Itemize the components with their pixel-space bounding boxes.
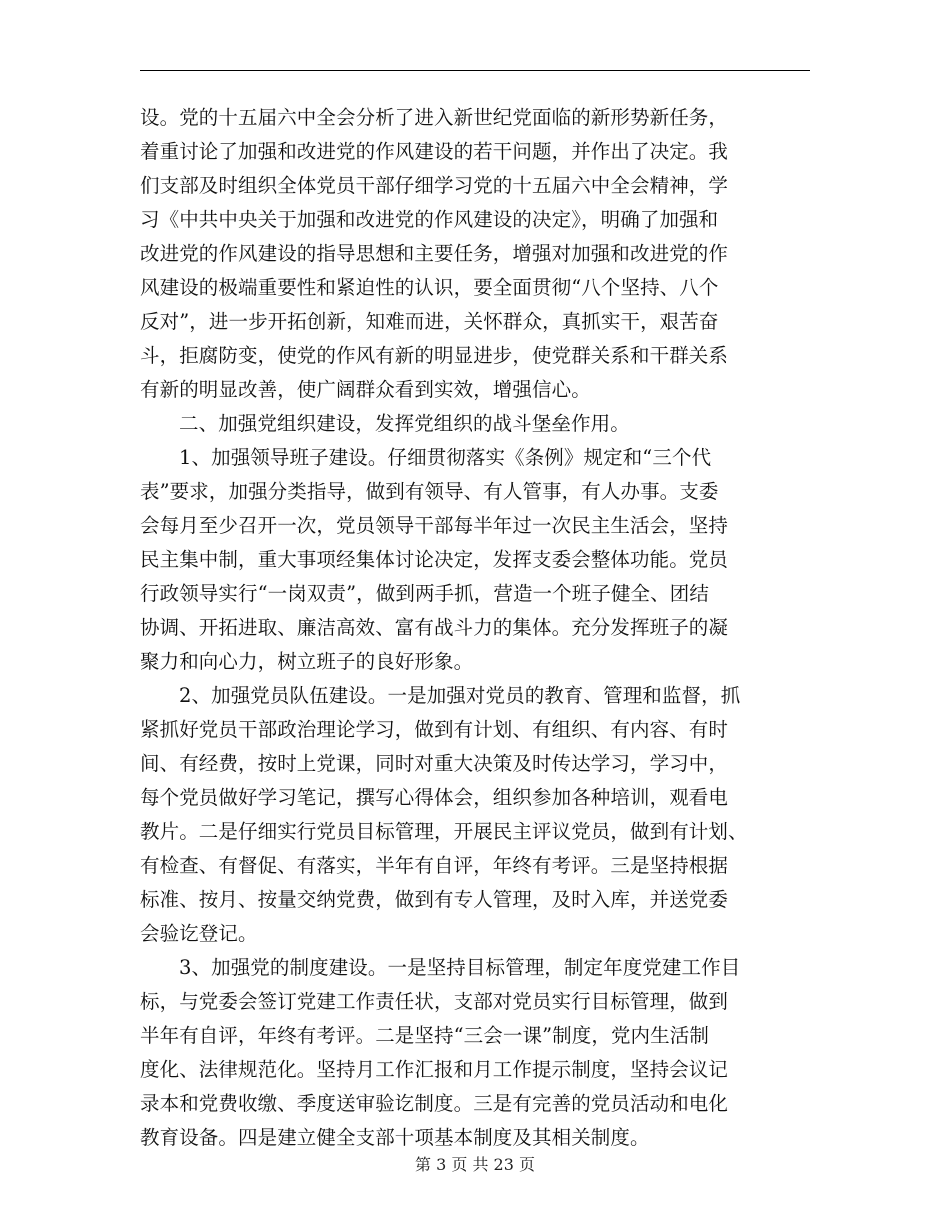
text-line: 习《中共中央关于加强和改进党的作风建设的决定》，明确了加强和 [140, 208, 719, 231]
text-line: 反对”，进一步开拓创新，知难而进，关怀群众，真抓实干，艰苦奋 [140, 310, 719, 333]
text-line: 们支部及时组织全体党员干部仔细学习党的十五届六中全会精神，学 [140, 174, 729, 197]
text-line: 有新的明显改善，使广阔群众看到实效，增强信心。 [140, 378, 591, 401]
text-line: 3、加强党的制度建设。一是坚持目标管理，制定年度党建工作目 [179, 956, 741, 979]
text-line: 二、加强党组织建设，发挥党组织的战斗堡垒作用。 [179, 412, 630, 435]
text-line: 斗，拒腐防变，使党的作风有新的明显进步，使党群关系和干群关系 [140, 344, 729, 367]
text-line: 风建设的极端重要性和紧迫性的认识，要全面贯彻“八个坚持、八个 [140, 276, 719, 299]
text-line: 录本和党费收缴、季度送审验讫制度。三是有完善的党员活动和电化 [140, 1092, 729, 1115]
text-line: 2、加强党员队伍建设。一是加强对党员的教育、管理和监督，抓 [179, 684, 741, 707]
text-line: 设。党的十五届六中全会分析了进入新世纪党面临的新形势新任务， [140, 106, 729, 129]
text-line: 民主集中制，重大事项经集体讨论决定，发挥支委会整体功能。党员 [140, 548, 729, 571]
text-line: 间、有经费，按时上党课，同时对重大决策及时传达学习，学习中， [140, 752, 729, 775]
text-line: 聚力和向心力，树立班子的良好形象。 [140, 650, 474, 673]
text-line: 改进党的作风建设的指导思想和主要任务，增强对加强和改进党的作 [140, 242, 729, 265]
text-line: 教片。二是仔细实行党员目标管理，开展民主评议党员，做到有计划、 [140, 820, 748, 843]
text-line: 标，与党委会签订党建工作责任状，支部对党员实行目标管理，做到 [140, 990, 729, 1013]
text-line: 度化、法律规范化。坚持月工作汇报和月工作提示制度，坚持会议记 [140, 1058, 729, 1081]
text-line: 行政领导实行“一岗双责”，做到两手抓，营造一个班子健全、团结 [140, 582, 709, 605]
header-rule [140, 70, 810, 71]
text-line: 着重讨论了加强和改进党的作风建设的若干问题，并作出了决定。我 [140, 140, 729, 163]
text-line: 紧抓好党员干部政治理论学习，做到有计划、有组织、有内容、有时 [140, 718, 729, 741]
text-line: 会验讫登记。 [140, 922, 258, 945]
body-text [140, 101, 810, 1155]
text-line: 1、加强领导班子建设。仔细贯彻落实《条例》规定和“三个代 [179, 446, 712, 469]
text-line: 半年有自评，年终有考评。二是坚持“三会一课”制度，党内生活制 [140, 1024, 709, 1047]
text-line: 表”要求，加强分类指导，做到有领导、有人管事，有人办事。支委 [140, 480, 719, 503]
text-line: 每个党员做好学习笔记，撰写心得体会，组织参加各种培训，观看电 [140, 786, 729, 809]
text-line: 会每月至少召开一次，党员领导干部每半年过一次民主生活会，坚持 [140, 514, 729, 537]
text-line: 教育设备。四是建立健全支部十项基本制度及其相关制度。 [140, 1126, 650, 1149]
text-line: 有检查、有督促、有落实，半年有自评，年终有考评。三是坚持根据 [140, 854, 729, 877]
page-footer: 第 3 页 共 23 页 [415, 1155, 535, 1174]
text-line: 标准、按月、按量交纳党费，做到有专人管理，及时入库，并送党委 [140, 888, 729, 911]
text-line: 协调、开拓进取、廉洁高效、富有战斗力的集体。充分发挥班子的凝 [140, 616, 729, 639]
